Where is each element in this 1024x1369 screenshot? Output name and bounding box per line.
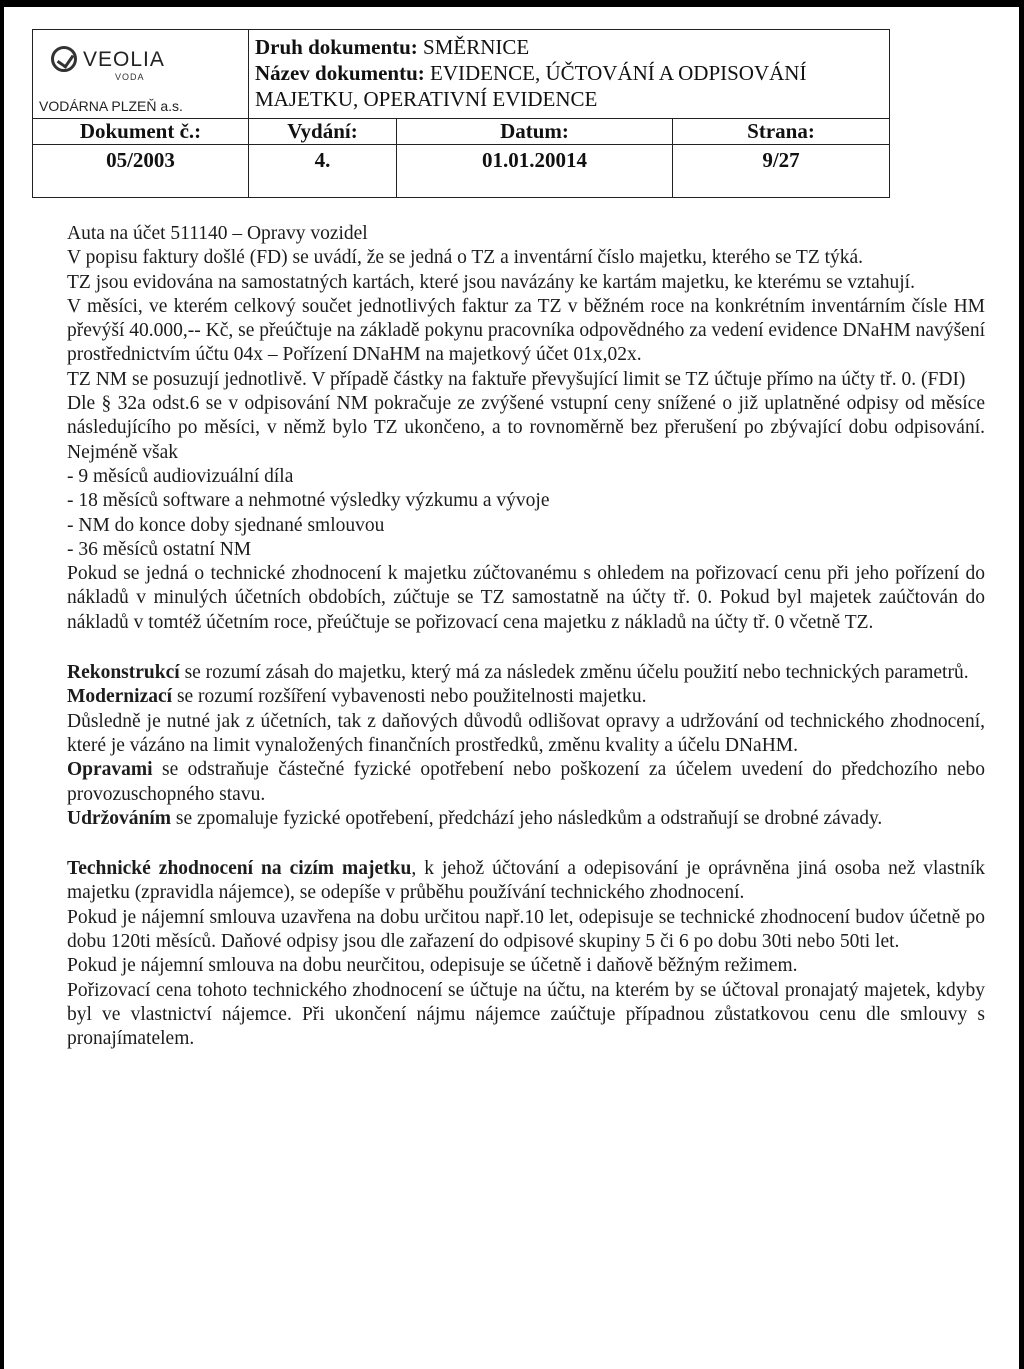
page-value: 9/27 bbox=[673, 145, 890, 198]
definition-opravy bbox=[67, 758, 985, 807]
paragraph: V měsíci, ve kterém celkový součet jednotlivých faktur za TZ v běžném roce na konkrétním inventárním čísle HM převýší 40.000,-- Kč, se přeúčtuje na základě pokynu pracovníka odpovědného za vedení evidence DNaHM navýšení prostřednictvím účtu 04x – Pořízení DNaHM na majetkový účet 01x,02x. bbox=[67, 295, 985, 366]
doc-name-value-1: EVIDENCE, ÚČTOVÁNÍ A ODPISOVÁNÍ bbox=[430, 61, 807, 85]
company-name: VODÁRNA PLZEŇ a.s. bbox=[39, 98, 183, 114]
scan-edge-top bbox=[0, 0, 1024, 7]
date-label: Datum: bbox=[397, 119, 673, 145]
paragraph: Pokud je nájemní smlouva na dobu neurčitou, odepisuje se účetně i daňově běžným režimem. bbox=[67, 955, 798, 977]
definition-term: Opravami bbox=[67, 759, 153, 781]
page-label: Strana: bbox=[673, 119, 890, 145]
veolia-logo-icon bbox=[51, 46, 77, 72]
list-item: - NM do konce doby sjednané smlouvou bbox=[67, 514, 385, 536]
veolia-logo bbox=[51, 46, 165, 72]
paragraph: Pořizovací cena tohoto technického zhodnocení se účtuje na účtu, na kterém by se účtoval pronajatý majetek, kdyby byl ve vlastnictví nájemce. Při ukončení nájmu nájemce zaúčtuje případnou zůstatkovou cenu dle smlouvy s pronajímatelem. bbox=[67, 979, 985, 1050]
foreign-property-text: , k jehož účtování a odepisování je oprávněna jiná osoba než vlastník majetku (zpravidla nájemce), se odepíše v průběhu používání technického zhodnocení. bbox=[67, 858, 985, 904]
list-item: - 18 měsíců software a nehmotné výsledky výzkumu a vývoje bbox=[67, 490, 550, 512]
doc-type-label: Druh dokumentu: bbox=[255, 35, 418, 59]
logo-subtext: VODA bbox=[115, 72, 145, 82]
list-item: - 9 měsíců audiovizuální díla bbox=[67, 465, 294, 487]
paragraph: V popisu faktury došlé (FD) se uvádí, že se jedná o TZ a inventární číslo majetku, kterého se TZ týká. bbox=[67, 247, 864, 269]
definition-term: Rekonstrukcí bbox=[67, 662, 180, 684]
definition-text: Důsledně je nutné jak z účetních, tak z daňových důvodů odlišovat opravy a udržování od technického zhodnocení, které je vázáno na limit vynaložených finančních prostředků, změnu kvality a účelu DNaHM. bbox=[67, 710, 985, 756]
issue-label: Vydání: bbox=[249, 119, 397, 145]
definition-text: se odstraňuje částečné fyzické opotřebení nebo poškození za účelem uvedení do předchozího nebo provozuschopného stavu. bbox=[67, 759, 985, 805]
doc-number-label: Dokument č.: bbox=[33, 119, 249, 145]
paragraph: Pokud je nájemní smlouva uzavřena na dobu určitou např.10 let, odepisuje se technické zhodnocení budov účetně po dobu 120ti měsíců. Daňové odpisy jsou dle zařazení do odpisové skupiny 5 či 6 po dobu 30ti nebo 50ti let. bbox=[67, 906, 985, 953]
issue-value: 4. bbox=[249, 145, 397, 198]
foreign-property-term: Technické zhodnocení na cizím majetku bbox=[67, 858, 412, 880]
doc-type-value: SMĚRNICE bbox=[423, 35, 530, 59]
doc-name-label: Název dokumentu: bbox=[255, 61, 425, 85]
definition-text: se rozumí zásah do majetku, který má za následek změnu účelu použití nebo technických parametrů. bbox=[179, 662, 969, 684]
definition-text: se zpomaluje fyzické opotřebení, předchází jeho následkům a odstraňují se drobné závady. bbox=[171, 807, 883, 829]
definition-rekonstrukce bbox=[67, 661, 985, 685]
logo-text: VEOLIA bbox=[83, 47, 165, 71]
paragraph: Pokud se jedná o technické zhodnocení k majetku zúčtovanému s ohledem na pořizovací cenu při jeho pořízení do nákladů v minulých účetních obdobích, zúčtuje se TZ samostatně na účty tř. 0. Pokud byl majetek zaúčtován do nákladů v tomtéž účetním roce, přeúčtuje se pořizovací cena majetku z nákladů na účty tř. 0 včetně TZ. bbox=[67, 563, 985, 633]
document-info-cell bbox=[249, 30, 890, 119]
definition-note bbox=[67, 710, 985, 759]
definition-term: Udržováním bbox=[67, 807, 171, 829]
logo-cell bbox=[33, 30, 249, 119]
definition-text: se rozumí rozšíření vybavenosti nebo použitelnosti majetku. bbox=[172, 686, 647, 708]
definition-udrzovani bbox=[67, 807, 985, 831]
definition-modernizace bbox=[67, 685, 985, 709]
document-header-table bbox=[32, 29, 890, 198]
list-item: - 36 měsíců ostatní NM bbox=[67, 538, 252, 560]
foreign-property-paragraph bbox=[67, 857, 985, 906]
doc-name-value-2: MAJETKU, OPERATIVNÍ EVIDENCE bbox=[255, 87, 598, 111]
definition-term: Modernizací bbox=[67, 686, 173, 708]
paragraph: Auta na účet 511140 – Opravy vozidel bbox=[67, 223, 368, 244]
document-body bbox=[67, 222, 985, 1052]
scan-edge-left bbox=[0, 0, 4, 1369]
doc-number-value: 05/2003 bbox=[33, 145, 249, 198]
paragraph: TZ NM se posuzují jednotlivě. V případě částky na faktuře převyšující limit se TZ účtuje přímo na účty tř. 0. (FDI) bbox=[67, 368, 966, 390]
paragraph: TZ jsou evidována na samostatných kartách, které jsou navázány ke kartám majetku, ke kterému se vztahují. bbox=[67, 271, 915, 293]
date-value: 01.01.20014 bbox=[397, 145, 673, 198]
scan-edge-right bbox=[1019, 0, 1024, 1369]
paragraph: Dle § 32a odst.6 se v odpisování NM pokračuje ze zvýšené vstupní ceny snížené o již uplatněné odpisy od měsíce následujícího po měsíci, v němž bylo TZ ukončeno, a to rovnoměrně bez přerušení po zbývající dobu odpisování. Nejméně však bbox=[67, 393, 985, 463]
